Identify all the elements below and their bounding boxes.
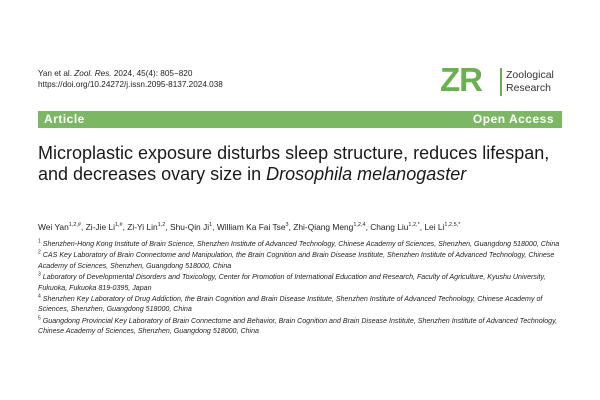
affiliation-item [38, 250, 568, 271]
affiliation-item [38, 272, 568, 293]
author-entry [38, 222, 81, 232]
logo-wordmark [506, 69, 554, 95]
affiliation-list [38, 239, 568, 337]
affiliation-text: Shenzhen Key Laboratory of Drug Addiction, the Brain Cognition and Brain Disease Institute, Shenzhen Institute of Advanced Technology, Chinese Academy of Sciences, Shenzhen, Guangdong 518000, China [38, 294, 543, 314]
article-title [38, 143, 558, 185]
affiliation-number: 3 [38, 271, 41, 278]
journal-logo [440, 62, 565, 102]
author-affiliation-marker: 1,2 [157, 222, 166, 229]
article-banner [38, 111, 562, 128]
citation-prefix: Yan et al. [38, 69, 75, 78]
author-name[interactable]: Wei Yan [38, 222, 69, 232]
affiliation-item [38, 316, 568, 337]
author-affiliation-marker: 3 [285, 222, 289, 229]
author-name[interactable]: Chang Liu [370, 222, 409, 232]
article-type-label: Article [44, 112, 85, 126]
author-separator: , [288, 222, 294, 232]
author-entry [424, 222, 460, 232]
author-name[interactable]: Lei Li [424, 222, 445, 232]
citation-line [38, 68, 223, 79]
affiliation-number: 4 [38, 293, 41, 300]
open-access-label: Open Access [472, 112, 554, 126]
affiliation-item [38, 294, 568, 315]
affiliation-item [38, 239, 568, 250]
title-species: Drosophila melanogaster [266, 164, 467, 184]
citation-block [38, 68, 223, 90]
affiliation-text: Shenzhen-Hong Kong Institute of Brain Science, Shenzhen Institute of Advanced Technology, Chinese Academy of Sciences, Shenzhen, Guangdong 518000, China [42, 240, 560, 248]
author-name[interactable]: Shu-Qin Ji [169, 222, 210, 232]
author-separator: , [165, 222, 170, 232]
author-affiliation-marker: 1,2,4 [353, 222, 366, 229]
author-entry [293, 222, 365, 232]
author-affiliation-marker: 1,# [114, 222, 123, 229]
logo-mark: ZR [440, 61, 482, 98]
author-separator: , [80, 222, 86, 232]
author-separator: , [419, 222, 425, 232]
logo-word-1: Zoological [506, 69, 554, 81]
author-separator: , [365, 222, 371, 232]
author-affiliation-marker: 1 [209, 222, 213, 229]
logo-word-2: Research [506, 82, 551, 94]
author-entry [217, 222, 289, 232]
affiliation-text: Laboratory of Developmental Disorders and Toxicology, Center for Promotion of International Education and Research, Faculty of Agriculture, Kyushu University, Fukuoka, Fukuoka 819-0395, Japan [38, 272, 546, 292]
author-name[interactable]: Zhi-Qiang Meng [293, 222, 354, 232]
affiliation-number: 5 [38, 315, 41, 322]
author-entry [170, 222, 212, 232]
author-affiliation-marker: 1,2,* [408, 222, 420, 229]
affiliation-text: Guangdong Provincial Key Laboratory of Brain Connectome and Behavior, Brain Cognition and Brain Disease Institute, Shenzhen Institute of Advanced Technology, Chinese Academy of Sciences, Shenzhen, Guangdong 518000, China [38, 316, 558, 336]
author-name[interactable]: Zi-Jie Li [85, 222, 115, 232]
author-name[interactable]: William Ka Fai Tse [216, 222, 286, 232]
affiliation-number: 2 [38, 249, 41, 256]
journal-abbrev: Zool. Res. [74, 69, 112, 78]
logo-divider [500, 68, 502, 96]
author-separator: , [212, 222, 217, 232]
citation-volume: 2024, 45(4): 805−820 [111, 69, 193, 78]
author-affiliation-marker: 1,2,5,* [444, 222, 461, 229]
doi-link[interactable]: https://doi.org/10.24272/j.issn.2095-8137.2024.038 [38, 80, 223, 89]
author-name[interactable]: Zi-Yi Lin [127, 222, 158, 232]
author-entry [370, 222, 420, 232]
affiliation-number: 1 [38, 238, 41, 245]
title-main: Microplastic exposure disturbs sleep structure, reduces lifespan, and decreases ovary size in [38, 143, 550, 184]
author-separator: , [122, 222, 128, 232]
author-affiliation-marker: 1,2,# [68, 222, 81, 229]
affiliation-text: CAS Key Laboratory of Brain Connectome and Manipulation, the Brain Cognition and Brain Disease Institute, Shenzhen Institute of Advanced Technology, Chinese Academy of Sciences, Shenzhen, Guangdong 518000, China [38, 251, 555, 270]
author-entry [86, 222, 123, 232]
author-list [38, 222, 578, 233]
author-entry [127, 222, 165, 232]
